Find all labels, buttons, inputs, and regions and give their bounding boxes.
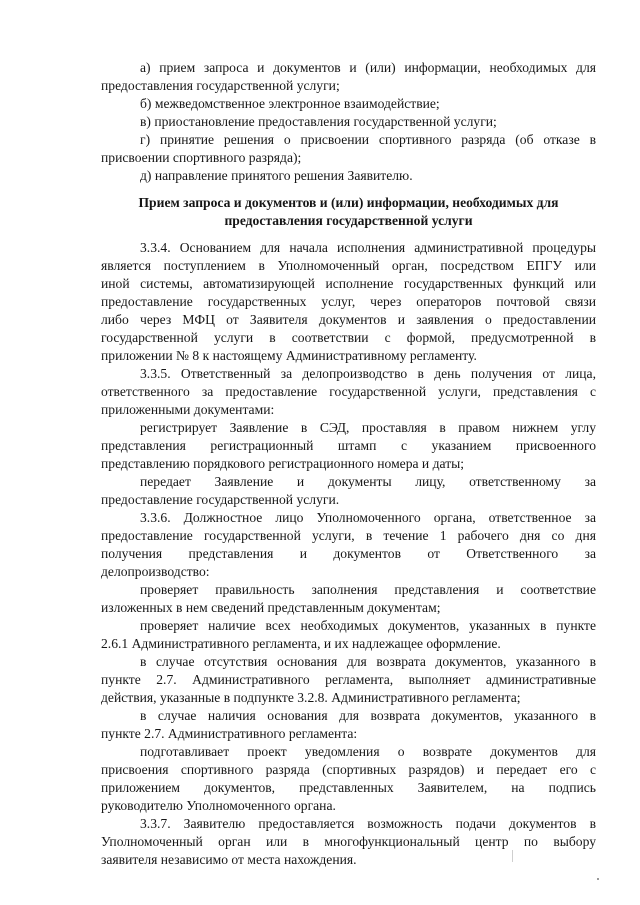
paragraph-3-3-7: 3.3.7. Заявителю предоставляется возможность подачи документов в [140,816,596,831]
paragraph-line: проверяет правильность заполнения представления и соответствие [140,582,596,597]
paragraph-line: делопроизводство: [101,564,210,579]
scan-speck [597,878,599,880]
paragraph-line: присвоения спортивного разряда (спортивных разрядов) и передает его с [101,762,596,777]
paragraph-line: является поступлением в Уполномоченный орган, посредством ЕПГУ или [101,258,596,273]
paragraph-line: приложением документов, представленных Заявителем, на подпись [101,780,596,795]
paragraph-line: предоставление государственной услуги, в течение 1 рабочего дня со дня [101,528,596,543]
paragraph-line: изложенных в нем сведений представленным документам; [101,600,441,615]
list-item-b: б) межведомственное электронное взаимодействие; [140,96,440,111]
paragraph-line: заявителя независимо от места нахождения. [101,852,357,867]
paragraph-line: предоставление государственных услуг, через операторов почтовой связи [101,294,596,309]
scan-speck [512,850,513,862]
paragraph-line: руководителю Уполномоченного органа. [101,798,336,813]
paragraph-line: в случае наличия основания для возврата документов, указанного в [140,708,596,723]
paragraph-line: либо через МФЦ от Заявителя документов и заявления о предоставлении [101,312,596,327]
paragraph-line: иной системы, автоматизирующей исполнение государственных функций или [101,276,596,291]
list-item-a: а) прием запроса и документов и (или) информации, необходимых для [140,60,596,75]
paragraph-line: подготавливает проект уведомления о возврате документов для [140,744,596,759]
list-item-g-cont: присвоении спортивного разряда); [101,150,302,165]
section-heading: Прием запроса и документов и (или) информации, необходимых для [138,195,559,210]
paragraph-line: пункте 2.7. Административного регламента: [101,726,358,741]
paragraph-line: действия, указанные в подпункте 3.2.8. Административного регламента; [101,690,521,705]
paragraph-line: ответственного за предоставление государственной услуги, представления с [101,384,596,399]
paragraph-line: предоставление государственной услуги. [101,492,340,507]
paragraph-line: регистрирует Заявление в СЭД, проставляя в правом нижнем углу [140,420,596,435]
paragraph-line: приложении № 8 к настоящему Административному регламенту. [101,348,477,363]
list-item-g: г) принятие решения о присвоении спортивного разряда (об отказе в [140,132,596,147]
section-heading-cont: предоставления государственной услуги [224,213,473,228]
paragraph-line: в случае отсутствия основания для возврата документов, указанного в [140,654,596,669]
paragraph-line: приложенными документами: [101,402,275,417]
paragraph-line: 2.6.1 Административного регламента, и их надлежащее оформление. [101,636,501,651]
paragraph-line: проверяет наличие всех необходимых документов, указанных в пункте [140,618,596,633]
paragraph-line: представлению порядкового регистрационного номера и даты; [101,456,465,471]
paragraph-3-3-4: 3.3.4. Основанием для начала исполнения административной процедуры [140,240,596,255]
paragraph-3-3-6: 3.3.6. Должностное лицо Уполномоченного органа, ответственное за [140,510,596,525]
paragraph-line: представления регистрационный штамп с указанием присвоенного [101,438,596,453]
list-item-d: д) направление принятого решения Заявителю. [140,168,413,183]
paragraph-line: Уполномоченный орган или в многофункциональный центр по выбору [101,834,596,849]
list-item-v: в) приостановление предоставления государственной услуги; [140,114,497,129]
paragraph-line: государственной услуги в соответствии с формой, предусмотренной в [101,330,596,345]
list-item-a-cont: предоставления государственной услуги; [101,78,340,93]
paragraph-line: получения представления и документов от Ответственного за [101,546,596,561]
paragraph-line: пункте 2.7. Административного регламента, выполняет административные [101,672,596,687]
paragraph-3-3-5: 3.3.5. Ответственный за делопроизводство в день получения от лица, [140,366,596,381]
paragraph-line: передает Заявление и документы лицу, ответственному за [140,474,596,489]
